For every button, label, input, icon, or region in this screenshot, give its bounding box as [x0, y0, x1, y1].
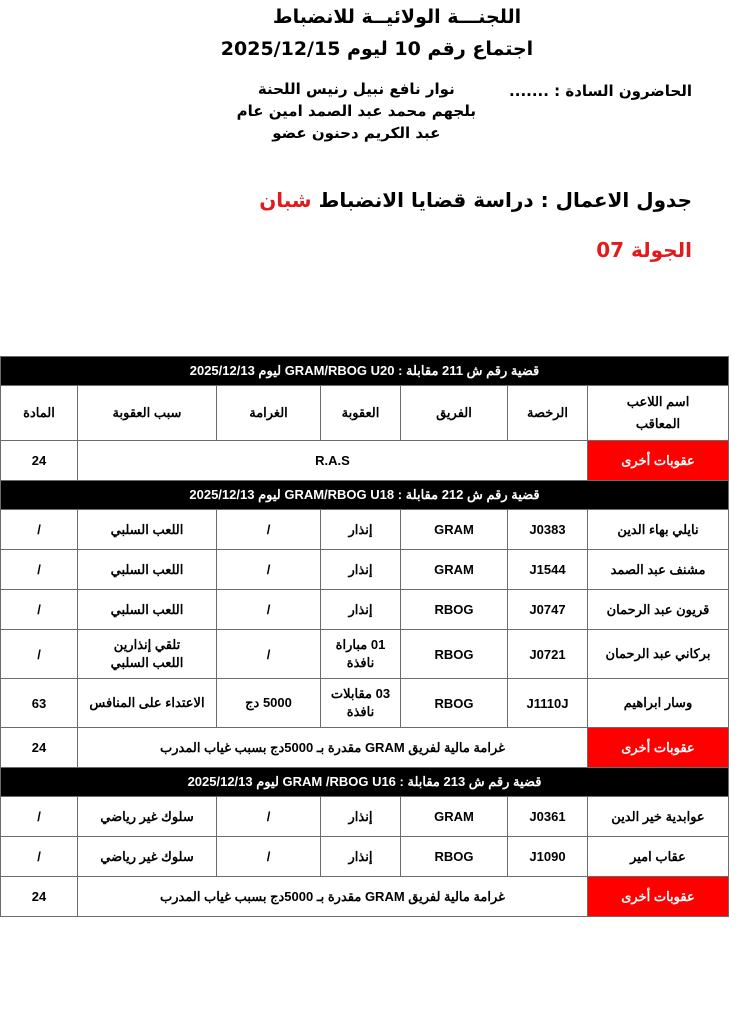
player-name: بركاني عبد الرحمان: [588, 630, 729, 679]
header-row: [1, 386, 729, 441]
team: GRAM: [401, 797, 508, 837]
case-banner: [1, 481, 729, 510]
other-sanctions-label: عقوبات أخرى: [588, 728, 729, 768]
committee-title: [0, 6, 754, 28]
article: /: [1, 797, 78, 837]
other-sanctions-text: R.A.S: [78, 441, 588, 481]
other-sanctions-article: 24: [1, 441, 78, 481]
other-sanctions-text: غرامة مالية لفريق GRAM مقدرة بـ 5000دج بسبب غياب المدرب: [78, 728, 588, 768]
sanction: إنذار: [321, 837, 401, 877]
case-title: قضية رقم ش 213 مقابلة : GRAM /RBOG U16 ليوم 2025/12/13: [1, 768, 729, 797]
reason-line: تلقي إنذارين: [113, 637, 181, 652]
case-title: قضية رقم ش 211 مقابلة : GRAM/RBOG U20 ليوم 2025/12/13: [1, 357, 729, 386]
player-row: [1, 837, 729, 877]
case-banner: [1, 357, 729, 386]
sanction-line: نافذة: [346, 704, 375, 719]
reason: اللعب السلبي: [78, 550, 217, 590]
player-row: [1, 630, 729, 679]
col-header-fine: الغرامة: [217, 386, 321, 441]
agenda: [259, 188, 692, 212]
player-name: نايلي بهاء الدين: [588, 510, 729, 550]
team: GRAM: [401, 550, 508, 590]
other-sanctions-row: [1, 877, 729, 917]
other-sanctions-text: غرامة مالية لفريق GRAM مقدرة بـ 5000دج بسبب غياب المدرب: [78, 877, 588, 917]
attendee-line: عبد الكريم دحنون عضو: [272, 124, 441, 142]
player-row: [1, 550, 729, 590]
col-header-license: الرخصة: [508, 386, 588, 441]
fine: /: [217, 590, 321, 630]
sanction: إنذار: [321, 797, 401, 837]
other-sanctions-article: 24: [1, 877, 78, 917]
license-number: J1110J: [508, 679, 588, 728]
other-sanctions-row: [1, 441, 729, 481]
other-sanctions-row: [1, 728, 729, 768]
license-number: J0721: [508, 630, 588, 679]
player-name: عقاب امير: [588, 837, 729, 877]
article: /: [1, 630, 78, 679]
player-row: [1, 797, 729, 837]
article: /: [1, 590, 78, 630]
col-header-reason: سبب العقوبة: [78, 386, 217, 441]
player-row: [1, 590, 729, 630]
attendee-line: نوار نافع نبيل رنيس اللحنة: [257, 80, 455, 98]
sanction: [321, 679, 401, 728]
sanction-line: نافذة: [346, 655, 375, 670]
other-sanctions-label: عقوبات أخرى: [588, 441, 729, 481]
team: RBOG: [401, 679, 508, 728]
col-header-player: [588, 386, 729, 441]
team: RBOG: [401, 630, 508, 679]
team: GRAM: [401, 510, 508, 550]
other-sanctions-article: 24: [1, 728, 78, 768]
col-header-player-line: المعاقب: [635, 416, 681, 431]
team: RBOG: [401, 590, 508, 630]
fine: /: [217, 797, 321, 837]
reason: سلوك غير رياضي: [78, 837, 217, 877]
team: RBOG: [401, 837, 508, 877]
reason-line: اللعب السلبي: [110, 655, 184, 670]
fine: /: [217, 550, 321, 590]
reason: اللعب السلبي: [78, 510, 217, 550]
fine: /: [217, 510, 321, 550]
fine: 5000 دج: [217, 679, 321, 728]
sanction: إنذار: [321, 510, 401, 550]
col-header-article: المادة: [1, 386, 78, 441]
sanction-line: 01 مباراة: [335, 637, 386, 652]
case-banner: [1, 768, 729, 797]
meeting-title: اجتماع رقم 10 ليوم 2025/12/15: [220, 38, 534, 60]
sanction: إنذار: [321, 590, 401, 630]
article: /: [1, 837, 78, 877]
attendee-line: بلجهم محمد عبد الصمد امين عام: [236, 102, 476, 120]
article: /: [1, 550, 78, 590]
player-name: مشنف عبد الصمد: [588, 550, 729, 590]
reason: سلوك غير رياضي: [78, 797, 217, 837]
license-number: J1544: [508, 550, 588, 590]
sanction-line: 03 مقابلات: [330, 686, 391, 701]
license-number: J0361: [508, 797, 588, 837]
case-title: قضية رقم ش 212 مقابلة : GRAM/RBOG U18 ليوم 2025/12/13: [1, 481, 729, 510]
sanction: [321, 630, 401, 679]
attendees-label: الحاضرون السادة : .......: [509, 82, 692, 100]
article: /: [1, 510, 78, 550]
license-number: J0747: [508, 590, 588, 630]
player-name: وسار ابراهيم: [588, 679, 729, 728]
agenda-category: شبان: [259, 188, 312, 212]
player-row: [1, 510, 729, 550]
round-title: الجولة 07: [596, 238, 692, 262]
player-row: [1, 679, 729, 728]
sanctions-table: [0, 356, 729, 917]
col-header-player-line: اسم اللاعب: [626, 394, 690, 409]
other-sanctions-label: عقوبات أخرى: [588, 877, 729, 917]
sanction: إنذار: [321, 550, 401, 590]
license-number: J1090: [508, 837, 588, 877]
reason: [78, 630, 217, 679]
player-name: عوابدية خير الدين: [588, 797, 729, 837]
col-header-sanction: العقوبة: [321, 386, 401, 441]
fine: /: [217, 630, 321, 679]
col-header-team: الفريق: [401, 386, 508, 441]
player-name: قريون عبد الرحمان: [588, 590, 729, 630]
committee-title-text: اللجنـــة الولائيــة للانضباط: [272, 6, 522, 28]
reason: اللعب السلبي: [78, 590, 217, 630]
reason: الاعتداء على المنافس: [78, 679, 217, 728]
fine: /: [217, 837, 321, 877]
license-number: J0383: [508, 510, 588, 550]
attendees-list: [237, 78, 476, 144]
article: 63: [1, 679, 78, 728]
agenda-label: جدول الاعمال : دراسة قضايا الانضباط: [311, 188, 692, 212]
